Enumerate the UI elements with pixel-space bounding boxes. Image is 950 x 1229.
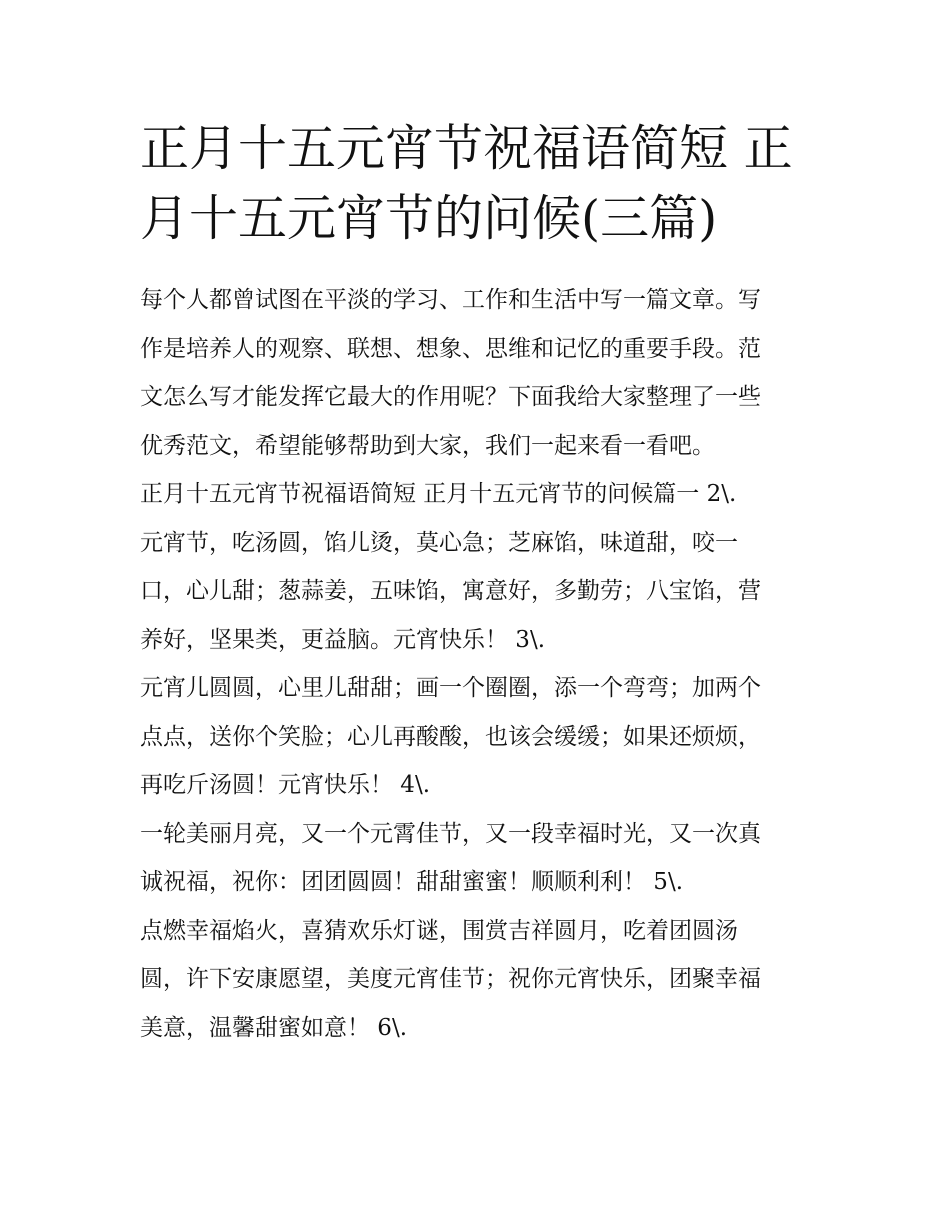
body-line: 文怎么写才能发挥它最大的作用呢？下面我给大家整理了一些 [140, 384, 761, 410]
body-line: 口，心儿甜；葱蒜姜，五味馅，寓意好，多勤劳；八宝馅，营 [140, 578, 761, 604]
body-line: 养好，坚果类，更益脑。元宵快乐！ 3\. [140, 626, 546, 653]
document-title [140, 114, 820, 254]
body-line: 一轮美丽月亮，又一个元霄佳节，又一段幸福时光，又一次真 [140, 820, 761, 847]
body-line: 美意，温馨甜蜜如意！ 6\. [140, 1014, 408, 1041]
body-line: 点燃幸福焰火，喜猜欢乐灯谜，围赏吉祥圆月，吃着团圆汤 [140, 917, 738, 944]
body-line: 点点，送你个笑脸；心儿再酸酸，也该会缓缓；如果还烦烦， [140, 723, 761, 750]
body-line: 优秀范文，希望能够帮助到大家，我们一起来看一看吧。 [140, 432, 715, 459]
title-line: 月十五元宵节的问候(三篇) [140, 190, 718, 247]
body-line: 元宵节，吃汤圆，馅儿烫，莫心急；芝麻馅，味道甜，咬一 [140, 529, 738, 556]
body-line: 诚祝福，祝你：团团圆圆！甜甜蜜蜜！顺顺利利！ 5\. [140, 869, 684, 895]
body-line: 作是培养人的观察、联想、想象、思维和记忆的重要手段。范 [140, 335, 761, 362]
body-line: 圆，许下安康愿望，美度元宵佳节；祝你元宵快乐，团聚幸福 [140, 966, 761, 992]
body-line: 元宵儿圆圆，心里儿甜甜；画一个圈圈，添一个弯弯；加两个 [140, 675, 761, 701]
body-line: 每个人都曾试图在平淡的学习、工作和生活中写一篇文章。写 [140, 287, 761, 313]
body-line: 正月十五元宵节祝福语简短 正月十五元宵节的问候篇一 2\. [140, 481, 737, 507]
document-body [140, 276, 830, 1052]
body-line: 再吃斤汤圆！元宵快乐！ 4\. [140, 772, 431, 798]
title-line: 正月十五元宵节祝福语简短 正 [140, 120, 793, 177]
